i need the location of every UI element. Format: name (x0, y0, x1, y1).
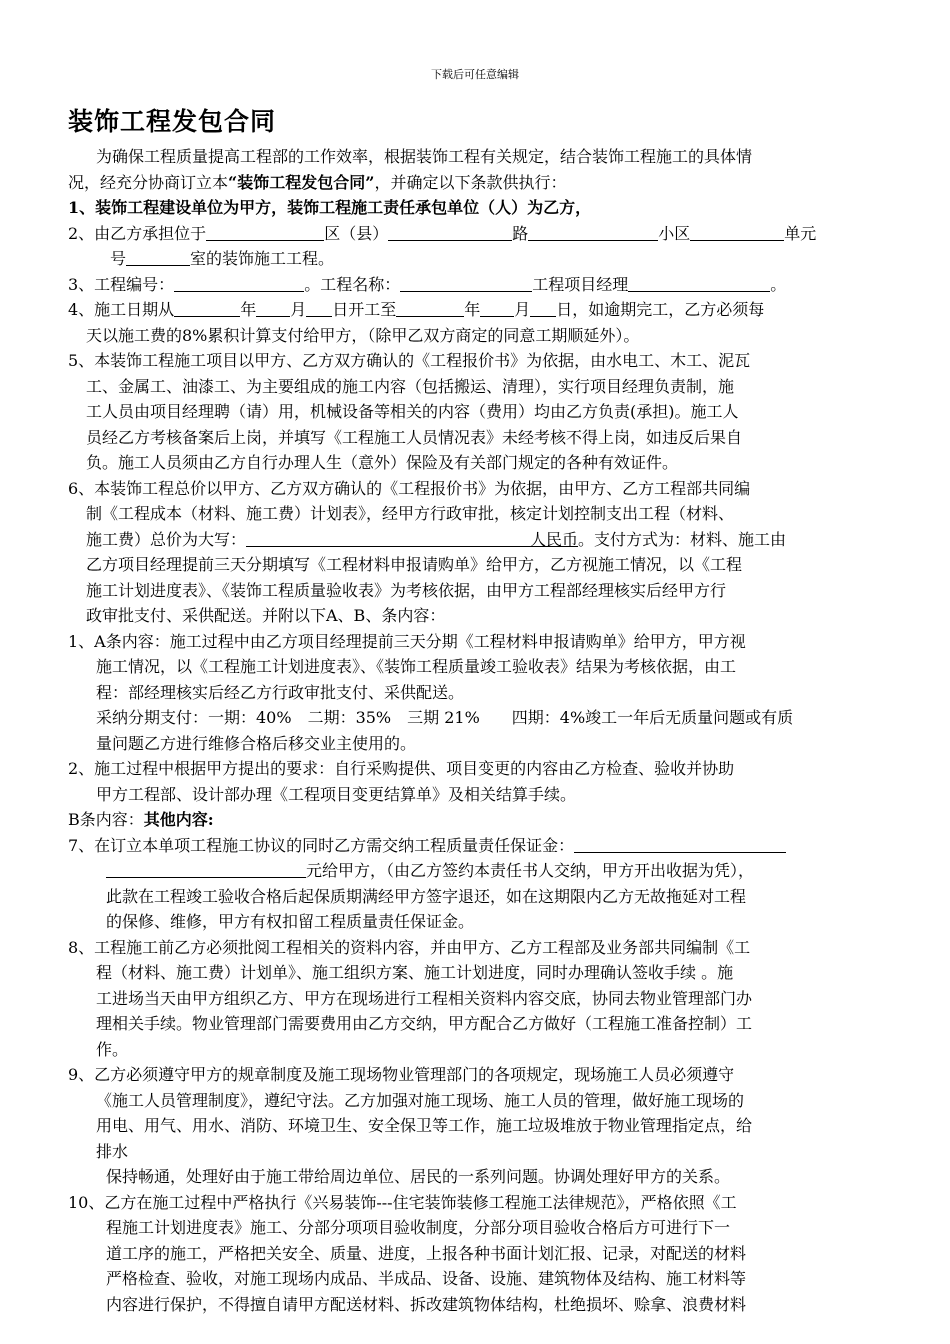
item-a-line-3: 程：部经理核实后经乙方行政审批支付、采供配送。 (96, 682, 465, 702)
clause-4-line-2: 天以施工费的8%累积计算支付给甲方，（除甲乙双方商定的同意工期顺延外）。 (86, 325, 640, 345)
clause-8-line-2: 程（材料、施工费）计划单》、施工组织方案、施工计划进度，同时办理确认签收手续 。施 (96, 963, 734, 982)
clause-4-line-1: 4、施工日期从 年 月 日开工至 年 月 日，如逾期完工，乙方必须每 (68, 300, 765, 319)
clause-9-line-3: 用电、用气、用水、消防、环境卫生、安全保卫等工作，施工垃圾堆放于物业管理指定点，给 (96, 1116, 753, 1135)
clause-5-line-2: 工、金属工、油漆工、为主要组成的施工内容（包括搬运、清理），实行项目经理负责制，施 (86, 376, 735, 396)
clause-9-line-1: 9、乙方必须遵守甲方的规章制度及施工现场物业管理部门的各项规定，现场施工人员必须遵守 (68, 1065, 735, 1084)
clause-10-line-2: 程施工计划进度表》施工、分部分项项目验收制度，分部分项目验收合格后方可进行下一 (106, 1218, 731, 1237)
contract-body (68, 144, 886, 1317)
clause-7-line-4: 的保修、维修，甲方有权扣留工程质量责任保证金。 (106, 912, 475, 931)
clause-6-line-6: 政审批支付、采供配送。并附以下A、B、条内容： (86, 606, 446, 625)
clause-8-line-1: 8、工程施工前乙方必须批阅工程相关的资料内容，并由甲方、乙方工程部及业务部共同编制《工 (68, 937, 751, 957)
clause-5-line-1: 5、本装饰工程施工项目以甲方、乙方双方确认的《工程报价书》为依据，由水电工、木工、泥瓦 (68, 351, 751, 370)
clause-8-line-3: 工进场当天由甲方组织乙方、甲方在现场进行工程相关资料内容交底，协同去物业管理部门办 (96, 988, 753, 1008)
clause-6-line-4: 乙方项目经理提前三天分期填写《工程材料申报请购单》给甲方，乙方视施工情况，以《工程 (86, 555, 743, 574)
clause-10-line-4: 严格检查、验收，对施工现场内成品、半成品、设备、设施、建筑物体及结构、施工材料等 (106, 1269, 747, 1288)
clause-10-line-3: 道工序的施工，严格把关安全、质量、进度，上报各种书面计划汇报、记录，对配送的材料 (106, 1243, 747, 1263)
clause-7-line-1: 7、在订立本单项工程施工协议的同时乙方需交纳工程质量责任保证金： (68, 833, 886, 859)
clause-8-line-5: 作。 (96, 1039, 129, 1059)
item-a-line-4: 采纳分期支付：一期：40% 二期：35% 三期 21% 四期：4%竣工一年后无质量问题或有质 (96, 708, 794, 727)
clause-6-line-2: 制《工程成本（材料、施工费）计划表》，经甲方行政审批，核定计划控制支出工程（材料、 (86, 504, 735, 523)
clause-6-line-3: 施工费）总价为大写： 人民币。支付方式为：材料、施工由 (86, 529, 787, 549)
clause-6-line-5: 施工计划进度表》、《装饰工程质量验收表》为考核依据，由甲方工程部经理核实后经甲方行 (86, 580, 727, 600)
intro-line-2: 况，经充分协商订立本“装饰工程发包合同”，并确定以下条款供执行： (68, 172, 567, 192)
clause-5-line-4: 员经乙方考核备案后上岗，并填写《工程施工人员情况表》未经考核不得上岗，如违反后果自 (86, 427, 743, 447)
item-b-heading: B条内容：其他内容: (68, 810, 214, 829)
clause-10-line-5: 内容进行保护，不得擅自请甲方配送材料、拆改建筑物体结构，杜绝损坏、赊拿、浪费材料 (106, 1294, 747, 1314)
clause-10-line-1: 10、乙方在施工过程中严格执行《兴易装饰---住宅装饰装修工程施工法律规范》，严格依照《工 (68, 1192, 737, 1212)
clause-7-line-3: 此款在工程竣工验收合格后起保质期满经甲方签字退还，如在这期限内乙方无故拖延对工程 (106, 886, 747, 906)
clause-1: 1、装饰工程建设单位为甲方，装饰工程施工责任承包单位（人）为乙方， (68, 198, 592, 217)
clause-8-line-4: 理相关手续。物业管理部门需要费用由乙方交纳，甲方配合乙方做好（工程施工准备控制）工 (96, 1014, 753, 1033)
clause-2-line-2: 号 室的装饰施工工程。 (110, 249, 335, 268)
intro-line-1: 为确保工程质量提高工程部的工作效率，根据装饰工程有关规定，结合装饰工程施工的具体情 (96, 147, 753, 166)
clause-9-line-2: 《施工人员管理制度》，遵纪守法。乙方加强对施工现场、施工人员的管理，做好施工现场的 (96, 1090, 745, 1110)
item-a-line-5: 量问题乙方进行维修合格后移交业主使用的。 (96, 733, 417, 753)
clause-9-line-4: 排水 (96, 1141, 129, 1161)
clause-7-line-2: 元给甲方，（由乙方签约本责任书人交纳，甲方开出收据为凭）， (68, 858, 886, 884)
clause-5-line-3: 工人员由项目经理聘（请）用，机械设备等相关的内容（费用）均由乙方负责(承担)。施工人 (86, 402, 739, 421)
clause-6-line-1: 6、本装饰工程总价以甲方、乙方双方确认的《工程报价书》为依据，由甲方、乙方工程部共同编 (68, 478, 751, 498)
header-note: 下载后可任意编辑 (431, 68, 519, 81)
contract-title: 装饰工程发包合同 (68, 107, 277, 136)
clause-2-line-1: 2、由乙方承担位于 区（县） 路 小区 单元 (68, 223, 817, 243)
item-a-line-1: 1、A条内容：施工过程中由乙方项目经理提前三天分期《工程材料申报请购单》给甲方，甲方视 (68, 631, 746, 651)
clause-9-line-5: 保持畅通，处理好由于施工带给周边单位、居民的一系列问题。协调处理好甲方的关系。 (106, 1167, 731, 1186)
clause-5-line-5: 负。施工人员须由乙方自行办理人生（意外）保险及有关部门规定的各种有效证件。 (86, 453, 679, 472)
clause-3: 3、工程编号： 。工程名称： 工程项目经理 。 (68, 274, 787, 294)
item-2-line-2: 甲方工程部、设计部办理《工程项目变更结算单》及相关结算手续。 (96, 784, 577, 804)
item-a-line-2: 施工情况，以《工程施工计划进度表》、《装饰工程质量竣工验收表》结果为考核依据，由工 (96, 657, 737, 676)
item-2-line-1: 2、施工过程中根据甲方提出的要求：自行采购提供、项目变更的内容由乙方检查、验收并协助 (68, 759, 735, 778)
